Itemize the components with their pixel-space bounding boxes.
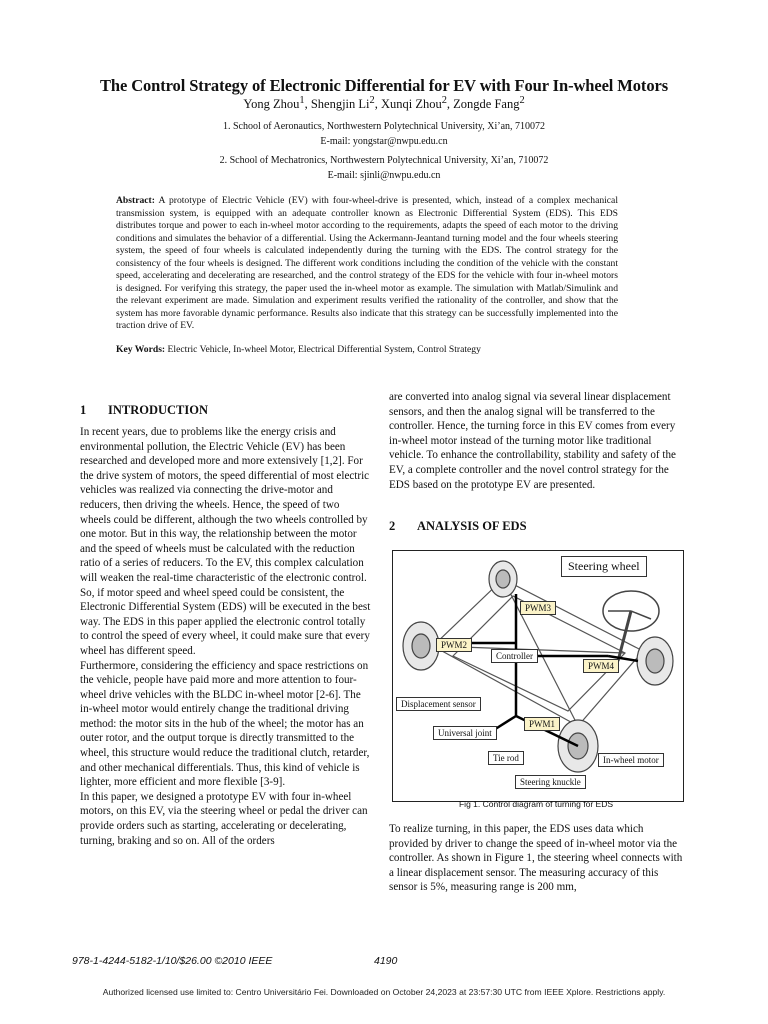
section-number: 2: [389, 519, 396, 533]
label-pwm3: PWM3: [520, 601, 556, 615]
paragraph: To realize turning, in this paper, the EDS uses data which provided by driver to change the speed of in-wheel motor via the controller. As shown in Figure 1, the steering wheel connects with a linear displacement sensor. The measuring accuracy of this sensor is 5%, measuring range is 200 mm,: [389, 823, 683, 894]
section-title: ANALYSIS OF EDS: [417, 519, 527, 533]
affiliation-text: 1. School of Aeronautics, Northwestern Polytechnical University, Xi’an, 710072: [222, 121, 546, 132]
section-heading-analysis: [389, 519, 527, 534]
paper-title: The Control Strategy of Electronic Differential for EV with Four In-wheel Motors: [99, 76, 669, 95]
affiliation-2: [40, 153, 728, 183]
label-pwm1: PWM1: [524, 717, 560, 731]
wheel-rear-right: [489, 561, 517, 597]
author-sup: 1: [299, 95, 305, 106]
label-steering-knuckle: Steering knuckle: [515, 775, 586, 789]
author-sup: 2: [441, 95, 447, 106]
label-pwm2: PWM2: [436, 638, 472, 652]
abstract: [116, 195, 618, 333]
paragraph: Furthermore, considering the efficiency and space restrictions on the vehicle, people have paid more and more attention to four-wheel drive vehicles with the BLDC in-wheel motor [2-6]. The in-wheel motor would entirely change the traditional driving method: the motor sits in the hub of the wheel; the motor has an outer rotor, and the output torque is directly transmitted to the wheel, this structure would reduce the traditional clutch, retarder, and other mechanical differentials. Thus, this kind of vehicle is lighter, more efficient and more flexible [3-9].: [80, 659, 370, 789]
author: Xunqi Zhou: [380, 97, 442, 112]
affiliation-text: 2. School of Mechatronics, Northwestern Polytechnical University, Xi’an, 710072: [219, 155, 549, 166]
keywords: [116, 344, 618, 355]
label-universal-joint: Universal joint: [433, 726, 497, 740]
page-number: 4190: [374, 955, 398, 967]
affiliation-email: E-mail: yongstar@nwpu.edu.cn: [320, 136, 448, 147]
label-tie-rod: Tie rod: [488, 751, 524, 765]
author: Shengjin Li: [310, 97, 370, 112]
abstract-label: Abstract:: [116, 195, 155, 206]
isbn-copyright: 978-1-4244-5182-1/10/$26.00 ©2010 IEEE: [72, 955, 273, 967]
label-controller: Controller: [491, 649, 538, 663]
author: Yong Zhou: [243, 97, 300, 112]
keywords-label: Key Words:: [116, 344, 166, 355]
section-heading-introduction: [80, 403, 208, 418]
author: Zongde Fang: [453, 97, 520, 112]
wheel-front-right: [637, 637, 673, 685]
license-notice: Authorized licensed use limited to: Centro Universitário Fei. Downloaded on October 24,2023 at 23:57:30 UTC from IEEE Xplore. Restrictions apply.: [102, 987, 666, 997]
label-displacement-sensor: Displacement sensor: [396, 697, 481, 711]
left-column: [80, 425, 372, 848]
right-column-bottom: [389, 822, 683, 895]
paragraph: In recent years, due to problems like the energy crisis and environmental pollution, the Electric Vehicle (EV) has been researched and developed more and more extensively [1,2]. For the drive system of motors, the speed differential of most electric vehicles was realized via connecting the drive-motor and reducers, then driving the wheels. Hence, the speed of two wheels could be different, although the two wheels controlled by one motor. But in this way, the relationship between the motor and the speed of wheels must be calculated with the reduction ratio of a series of reducers. To the EV, this complex calculation will weaken the real-time characteristic of the electronic control. So, if motor speed and wheel speed could be consistent, the Electronic Differential System (EDS) will be executed in the best way. The EDS in this paper applied the electronic control totally to control the speed of every wheel, it could make sure that every wheel has different speed.: [80, 426, 371, 657]
author-list: Yong Zhou$^1$, Shengjin Li$^2$, Xunqi Zhou$^2$, Zongde Fang$^2$: [243, 95, 525, 112]
wheel-rear-left: [403, 622, 439, 670]
affiliation-email: E-mail: sjinli@nwpu.edu.cn: [327, 170, 441, 181]
paragraph: are converted into analog signal via several linear displacement sensors, and then the analog signal will be transferred to the controller. Hence, the turning force in this EV comes from every in-wheel motor instead of the turning motor like traditional vehicle. To enhance the controllability, stability and safety of the EV, a complete controller and the novel control strategy for the EDS based on the prototype EV are presented.: [389, 391, 676, 491]
author-sup: 2: [369, 95, 375, 106]
label-pwm4: PWM4: [583, 659, 619, 673]
paragraph: In this paper, we designed a prototype EV with four in-wheel motors, on this EV, via the steering wheel or pedal the driver can provide orders such as starting, accelerating or decelerating, turning, braking and so on. All of the orders: [80, 790, 368, 847]
right-column-top: [389, 390, 683, 492]
author-sup: 2: [519, 95, 525, 106]
figure-caption: Fig 1. Control diagram of turning for EDS: [458, 799, 613, 809]
keywords-text: Electric Vehicle, In-wheel Motor, Electrical Differential System, Control Strategy: [167, 344, 481, 355]
figure-control-diagram: [392, 550, 684, 802]
label-steering-wheel: Steering wheel: [561, 556, 647, 577]
abstract-text: A prototype of Electric Vehicle (EV) with four-wheel-drive is presented, which, instead of a complex mechanical transmission system, is equipped with an adequate controller known as Electronic Differential System (EDS). This EDS distributes torque and power to each in-wheel motor according to the requirements, adapts the speed of each motor to the driving conditions and simulates the behavior of a differential. Using the Ackermann-Jeantand turning model and the four wheels steering system, the speed of four wheels is calculated independently during the turning with the EDS. The control strategy for the consistency of the four wheels is designed. The different work conditions including the condition of the vehicle with the constant speed, accelerating and decelerating are researched, and the control strategy of the EDS for the vehicle with four in-wheel motors is designed. For verifying this strategy, the paper used the in-wheel motor as example. The simulation with Matlab/Simulink and the relevant experiment are made. Simulation and experiment results verified the rationality of the controller, and show that the system has more favorable dynamic performance. Results also indicate that this strategy can be successfully implemented into the traction drive of EV.: [116, 195, 618, 331]
section-title: INTRODUCTION: [108, 403, 209, 417]
section-number: 1: [80, 403, 87, 417]
affiliation-1: [40, 119, 728, 149]
label-in-wheel-motor: In-wheel motor: [598, 753, 664, 767]
